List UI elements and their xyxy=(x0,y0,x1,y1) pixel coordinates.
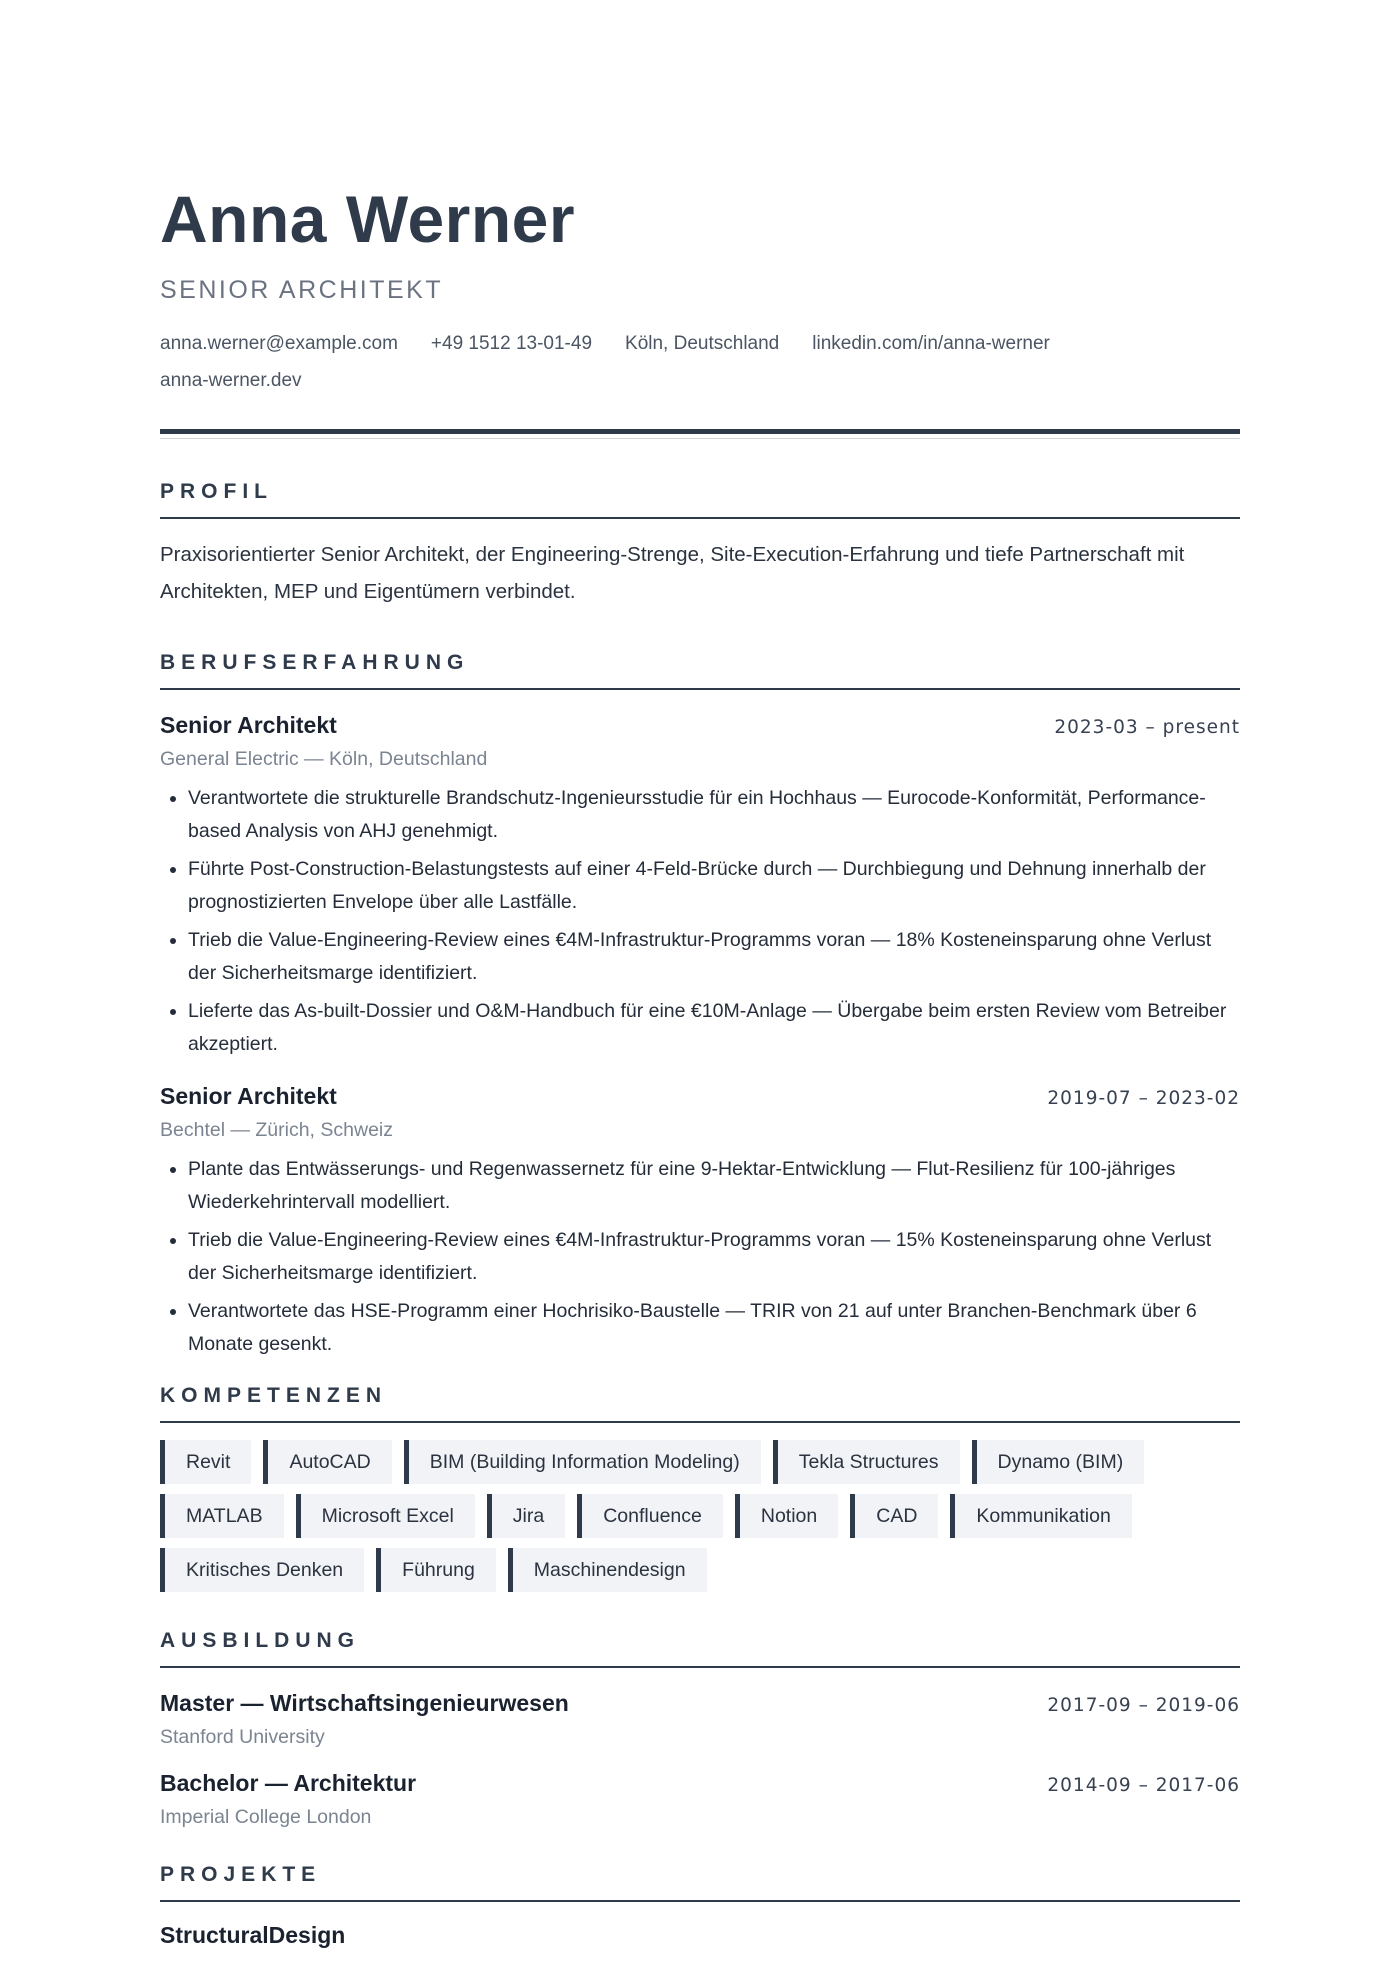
header-divider-thin xyxy=(160,438,1240,439)
job-bullets xyxy=(160,1153,1240,1361)
skill-tag: Kommunikation xyxy=(950,1494,1131,1538)
job-organization: Bechtel — Zürich, Schweiz xyxy=(160,1119,394,1141)
candidate-name: Anna Werner xyxy=(160,182,576,256)
education-school: Stanford University xyxy=(160,1726,325,1748)
skills-list xyxy=(160,1440,1240,1602)
skill-tag: Tekla Structures xyxy=(773,1440,960,1484)
skill-tag: Microsoft Excel xyxy=(296,1494,475,1538)
skill-tag: Kritisches Denken xyxy=(160,1548,364,1592)
contact-bar xyxy=(160,325,1160,399)
education-entry xyxy=(160,1688,1240,1752)
education-degree: Bachelor — Architektur xyxy=(160,1770,417,1796)
contact-website[interactable]: anna-werner.dev xyxy=(160,370,302,391)
contact-location: Köln, Deutschland xyxy=(625,333,780,354)
education-dates: 2014-09 – 2017-06 xyxy=(1047,1775,1240,1796)
education-dates: 2017-09 – 2019-06 xyxy=(1047,1695,1240,1716)
skill-tag: Führung xyxy=(376,1548,496,1592)
contact-phone[interactable]: +49 1512 13-01-49 xyxy=(430,333,593,354)
job-organization: General Electric — Köln, Deutschland xyxy=(160,748,488,770)
section-title-experience: BERUFSERFAHRUNG xyxy=(160,650,1240,690)
skill-tag: Notion xyxy=(735,1494,838,1538)
job-bullet: • Plante das Entwässerungs- und Regenwassernetz für eine 9-Hektar-Entwicklung — Flut-Resilienz für 100-jähriges Wiederkehrintervall modelliert. xyxy=(188,1153,1240,1219)
resume-page xyxy=(160,180,1240,1950)
skill-tag: BIM (Building Information Modeling) xyxy=(404,1440,761,1484)
job-bullet: • Trieb die Value-Engineering-Review eines €4M-Infrastruktur-Programms voran — 18% Kosteneinsparung ohne Verlust der Sicherheitsmarge identifiziert. xyxy=(188,924,1240,990)
profile-summary: Praxisorientierter Senior Architekt, der Engineering-Strenge, Site-Execution-Erfahrung und tiefe Partnerschaft mit Architekten, MEP und Eigentümern verbindet. xyxy=(160,543,1185,603)
skill-tag: Maschinendesign xyxy=(508,1548,707,1592)
contact-email[interactable]: anna.werner@example.com xyxy=(160,333,398,354)
header-divider xyxy=(160,429,1240,434)
job-dates: 2019-07 – 2023-02 xyxy=(1047,1088,1240,1109)
job-title: Senior Architekt xyxy=(160,712,337,738)
job-bullet: • Führte Post-Construction-Belastungstests auf einer 4-Feld-Brücke durch — Durchbiegung und Dehnung innerhalb der prognostizierten Envelope über alle Lastfälle. xyxy=(188,853,1240,919)
section-title-projects: PROJEKTE xyxy=(160,1862,1240,1902)
section-title-education: AUSBILDUNG xyxy=(160,1628,1240,1668)
skill-tag: MATLAB xyxy=(160,1494,284,1538)
job-bullets xyxy=(160,782,1240,1061)
job-bullet: • Verantwortete das HSE-Programm einer Hochrisiko-Baustelle — TRIR von 21 auf unter Branchen-Benchmark über 6 Monate gesenkt. xyxy=(188,1295,1240,1361)
job-title: Senior Architekt xyxy=(160,1083,337,1109)
job-bullet: • Verantwortete die strukturelle Brandschutz-Ingenieursstudie für ein Hochhaus — Eurocode-Konformität, Performance-based Analysis von AHJ genehmigt. xyxy=(188,782,1240,848)
job-bullet: • Trieb die Value-Engineering-Review eines €4M-Infrastruktur-Programms voran — 15% Kosteneinsparung ohne Verlust der Sicherheitsmarge identifiziert. xyxy=(188,1224,1240,1290)
candidate-headline: SENIOR ARCHITEKT xyxy=(160,276,444,304)
experience-entry xyxy=(160,1081,1240,1361)
contact-linkedin[interactable]: linkedin.com/in/anna-werner xyxy=(812,333,1050,354)
job-dates: 2023-03 – present xyxy=(1054,717,1240,738)
education-school: Imperial College London xyxy=(160,1806,372,1828)
skill-tag: Dynamo (BIM) xyxy=(972,1440,1145,1484)
skill-tag: Confluence xyxy=(577,1494,723,1538)
skill-tag: Revit xyxy=(160,1440,251,1484)
project-title: StructuralDesign xyxy=(160,1922,346,1948)
skill-tag: Jira xyxy=(487,1494,565,1538)
skill-tag: AutoCAD xyxy=(263,1440,391,1484)
skill-tag: CAD xyxy=(850,1494,938,1538)
education-degree: Master — Wirtschaftsingenieurwesen xyxy=(160,1690,569,1716)
section-title-profile: PROFIL xyxy=(160,479,1240,519)
job-bullet: • Lieferte das As-built-Dossier und O&M-Handbuch für eine €10M-Anlage — Übergabe beim ersten Review vom Betreiber akzeptiert. xyxy=(188,995,1240,1061)
section-title-skills: KOMPETENZEN xyxy=(160,1383,1240,1423)
experience-entry xyxy=(160,710,1240,1061)
education-entry xyxy=(160,1768,1240,1832)
